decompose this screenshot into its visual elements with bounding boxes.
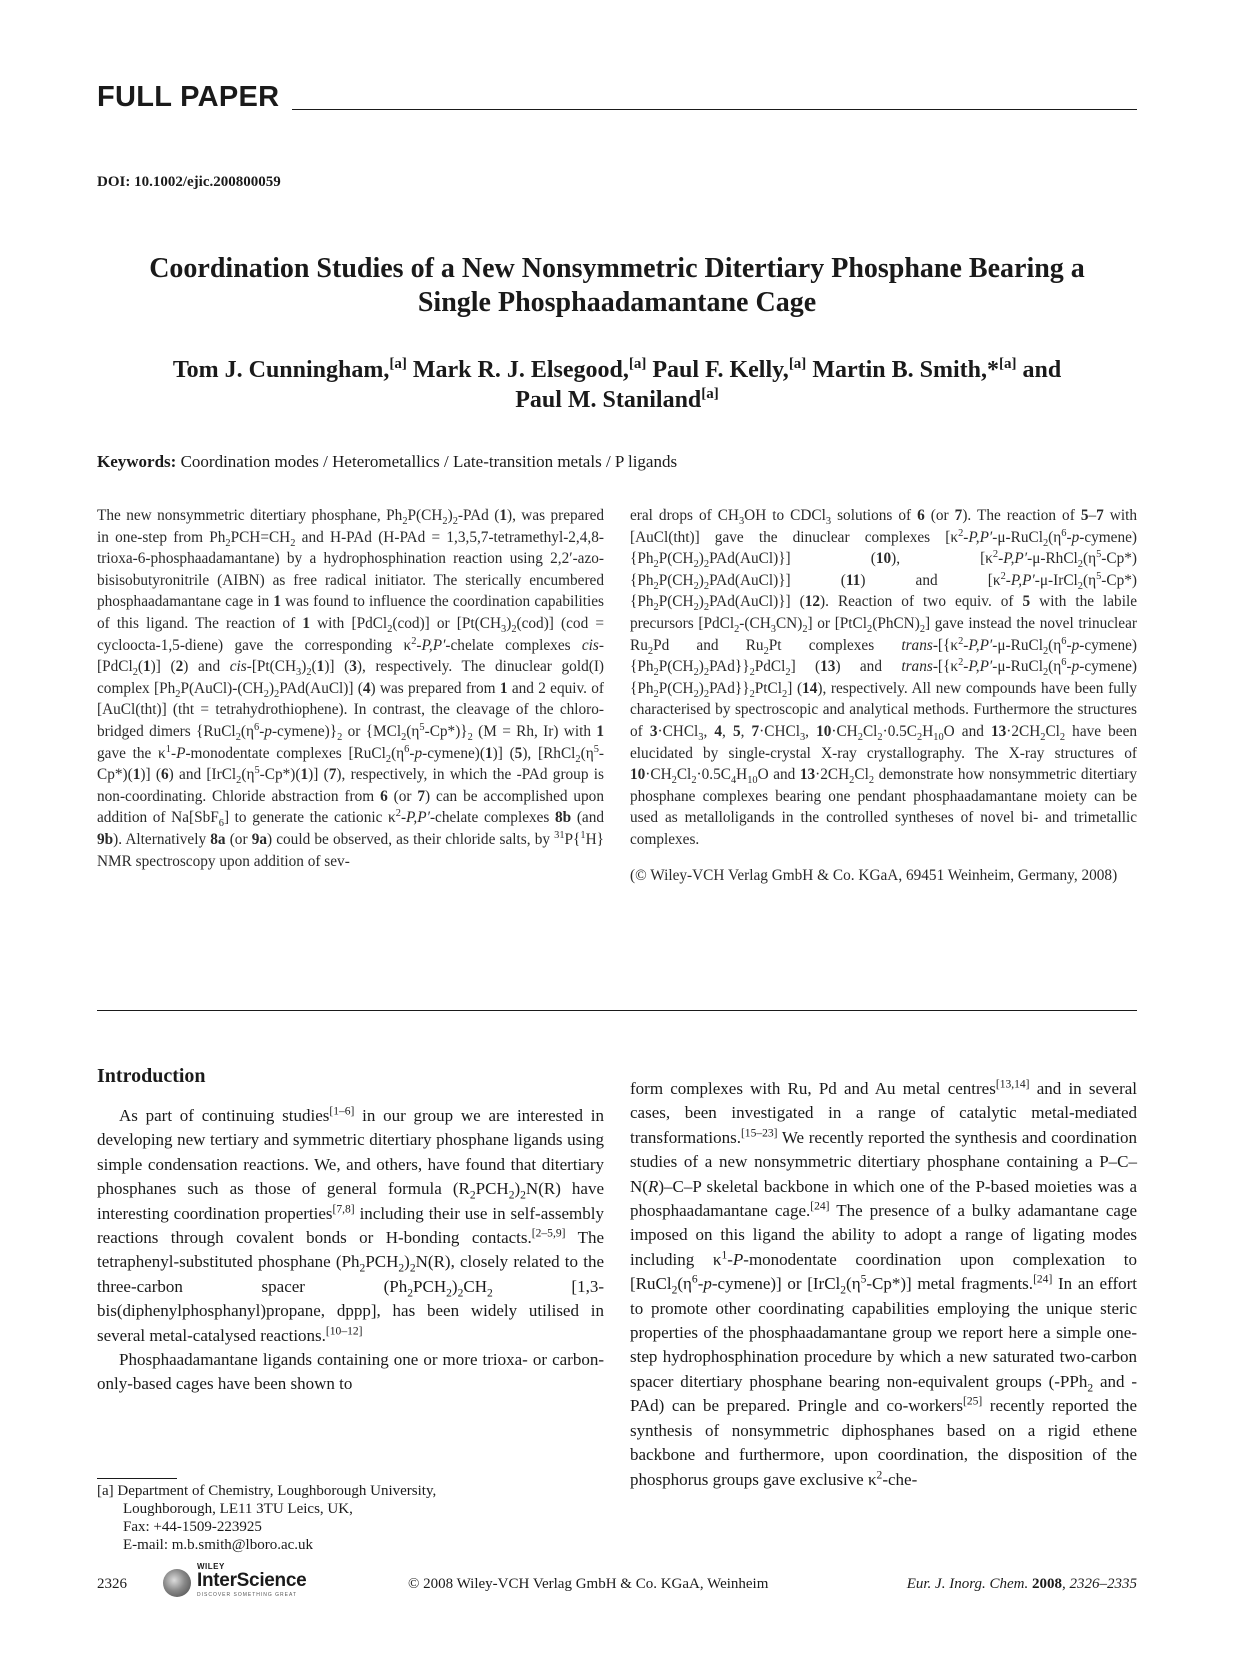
logo-wordmark: InterScience [197,1570,307,1591]
footnote-rule [97,1478,177,1479]
affil-mark: [a] [998,356,1017,372]
abstract-text: eral drops of $CH_3OH$ to CDCl$_3$ solutions of 6 (or 7). The reaction of 5–7 with [AuCl(tht)] gave the dinuclear complexes $[\kappa^2-P,P'-\mu-RuCl_2(\eta^6-p-cymene)\{Ph_2P(CH_2)_2PAd(AuCl)\}]$ (10), $[\kappa^2-P,P'-\mu-RhCl_2(\eta^5-Cp*)\{Ph_2P(CH_2)_2PAd(AuCl)\}]$ (11) and $[\kappa^2-P,P'-\mu-IrCl_2(\eta^5-Cp*)\{Ph_2P(CH_2)_2PAd(AuCl)\}]$ (12). Reaction of two equiv. of 5 with the labile precursors $[PdCl_2-(CH_3CN)_2]$ or $[PtCl_2(PhCN)_2]$ gave instead the novel trinuclear $Ru_2Pd$ and $Ru_2Pt$ complexes trans-$[\{\kappa^2-P,P'-\mu-RuCl_2(\eta^6-p-cymene)\{Ph_2P(CH_2)_2PAd\}\}_2PdCl_2]$ (13) and trans-$[\{\kappa^2-P,P'-\mu-RuCl_2(\eta^6-p-cymene)\{Ph_2P(CH_2)_2PAd\}\}_2PtCl_2]$ (14), respectively. All new compounds have been fully characterised by spectroscopic and analytical methods. Furthermore the structures of 3·CHCl$_3$, 4, 5, 7·CHCl$_3$, $10\cdot CH_2Cl_2\cdot 0.5C_2H_{10}O$ and $13\cdot 2CH_2Cl_2$ have been elucidated by single-crystal X-ray crystallography. The X-ray structures of $10\cdot CH_2Cl_2\cdot 0.5C_4H_{10}O$ and $13\cdot 2CH_2Cl_2$ demonstrate how nonsymmetric ditertiary phosphane complexes bearing one pendant phosphaadamantane moiety can be used as metalloligands in the controlled syntheses of novel bi- and trimetallic complexes. [630,507,1138,848]
keywords [97,452,1137,472]
keywords-text: Coordination modes / Heterometallics / Late-transition metals / P ligands [180,452,678,471]
affiliation-footnote [97,1482,604,1554]
author-4: Martin B. Smith,* [812,357,999,383]
abstract-column-right [630,505,1137,886]
logo-tagline: DISCOVER SOMETHING GREAT [197,1592,298,1598]
author-1: Tom J. Cunningham, [172,357,390,383]
intro-paragraph-2: Phosphaadamantane ligands containing one or more trioxa- or carbon-only-based cages have been shown to [97,1350,604,1394]
footer-copyright: © 2008 Wiley-VCH Verlag GmbH & Co. KGaA, Weinheim [408,1576,769,1592]
footnote-mark: [a] [97,1483,114,1499]
abstract-divider [97,1010,1137,1011]
author-3: Paul F. Kelly, [652,357,789,383]
intro-paragraph-1: As part of continuing studies[1–6] in our group we are interested in developing new tertiary and symmetric ditertiary phosphane ligands using simple condensation reactions. We, and others, have found that ditertiary phosphanes such as those of general formula $(R_2PCH_2)_2N(R)$ have interesting coordination properties[7,8] including their use in self-assembly reactions through covalent bonds or H-bonding contacts.[2–5,9] The tetraphenyl-substituted phosphane $(Ph_2PCH_2)_2N(R)$, closely related to the three-carbon spacer $(Ph_2PCH_2)_2CH_2$ [1,3-bis(diphenylphosphanyl)propane, dppp], has been widely utilised in several metal-catalysed reactions.[10–12] [97,1104,605,1345]
logo-wiley: WILEY [197,1562,225,1571]
affil-mark: [a] [701,386,719,402]
authors-line-1 [97,355,1137,385]
journal-year: 2008 [1032,1576,1062,1592]
footnote-line-3: Fax: +44-1509-223925 [123,1519,262,1535]
title-line-1: Coordination Studies of a New Nonsymmetric Ditertiary Phosphane Bearing a [149,253,1085,284]
title-line-2: Single Phosphaadamantane Cage [417,287,817,318]
author-list [97,355,1137,415]
abstract-copyright: (© Wiley-VCH Verlag GmbH & Co. KGaA, 69451 Weinheim, Germany, 2008) [630,866,1118,884]
page-number: 2326 [97,1576,127,1592]
keywords-label: Keywords: [97,452,177,471]
footnote-line-1: Department of Chemistry, Loughborough University, [117,1483,437,1499]
journal-pages: , 2326–2335 [1062,1576,1137,1592]
body-column-left [97,1104,604,1397]
affil-mark: [a] [389,356,407,372]
paper-title [97,252,1137,320]
author-5: Paul M. Staniland [515,387,702,413]
footnote-line-4: E-mail: m.b.smith@lboro.ac.uk [123,1537,314,1553]
authors-line-2 [97,385,1137,415]
interscience-orb-icon [163,1569,191,1597]
doi: DOI: 10.1002/ejic.200800059 [97,174,281,190]
author-conjunction: and [1022,357,1062,383]
journal-citation [907,1576,1137,1593]
intro-paragraph-2-cont: form complexes with Ru, Pd and Au metal centres[13,14] and in several cases, been investigated in a range of catalytic metal-mediated transformations.[15–23] We recently reported the synthesis and coordination studies of a new nonsymmetric ditertiary phosphane containing a P–C–N(R)–C–P skeletal backbone in which one of the P-based moieties was a phosphaadamantane cage.[24] The presence of a bulky adamantane cage imposed on this ligand the ability to adopt a range of ligating modes including $\kappa^1-P$-monodentate coordination upon complexation to $[RuCl_2(\eta^6-p-cymene)]$ or $[IrCl_2(\eta^5-Cp*)]$ metal fragments.[24] In an effort to promote other coordinating capabilities employing the unique steric properties of the phosphaadamantane group we report here a simple one-step hydrophosphination procedure by which a new saturated two-carbon spacer ditertiary phosphane bearing non-equivalent groups (-PPh$_2$ and -PAd) can be prepared. Pringle and co-workers[25] recently reported the synthesis of nonsymmetric diphosphanes based on a rigid ethene backbone and furthermore, upon coordination, the disposition of the phosphorus groups gave exclusive $\kappa^2-che-$ [630,1077,1138,1489]
banner-rule [292,109,1137,110]
body-column-right [630,1077,1137,1492]
abstract-column-left [97,505,604,872]
footnote-line-2: Loughborough, LE11 3TU Leics, UK, [123,1501,353,1517]
author-2: Mark R. J. Elsegood, [412,357,629,383]
banner-label: FULL PAPER [97,81,280,113]
affil-mark: [a] [628,356,647,372]
introduction-heading: Introduction [97,1065,206,1087]
abstract-text: The new nonsymmetric ditertiary phosphane, $Ph_2P(CH_2)_2$-PAd (1), was prepared in one-step from $Ph_2PCH=CH_2$ and H-PAd (H-PAd = 1,3,5,7-tetramethyl-2,4,8-trioxa-6-phosphaadamantane) by a hydrophosphination reaction using 2,2′-azo-bisisobutyronitrile (AIBN) as free radical initiator. The sterically encumbered phosphaadamantane cage in 1 was found to influence the coordination capabilities of this ligand. The reaction of 1 with [PdCl$_2$(cod)] or $[Pt(CH_3)_2(cod)] (cod$ = cycloocta-1,5-diene) gave the corresponding $\kappa^2-P,P'$-chelate complexes cis-[PdCl$_2$(1)] (2) and cis-$[Pt(CH_3)_2(1)]$ (3), respectively. The dinuclear gold(I) complex $[Ph_2P(AuCl)-(CH_2)_2PAd(AuCl)]$ (4) was prepared from 1 and 2 equiv. of [AuCl(tht)] (tht = tetrahydrothiophene). In contrast, the cleavage of the chloro-bridged dimers $\{RuCl_2(\eta^6-p-cymene)\}_2$ or $\{MCl_2(\eta^5-Cp*)\}_2$ (M = Rh, Ir) with 1 gave the $\kappa^1-P$-monodentate complexes $[RuCl_2(\eta^6-p-cymene)(1)]$ (5), $[RhCl_2(\eta^5-Cp*)(1)]$ (6) and $[IrCl_2(\eta^5-Cp*)(1)]$ (7), respectively, in which the -PAd group is non-coordinating. Chloride abstraction from 6 (or 7) can be accomplished upon addition of Na[SbF$_6$] to generate the cationic $\kappa^2-P,P'$-chelate complexes 8b (and 9b). Alternatively 8a (or 9a) could be observed, as their chloride salts, by $^{31}$P{$^1$H} NMR spectroscopy upon addition of sev- [97,507,605,870]
journal-name: Eur. J. Inorg. Chem. [906,1576,1029,1592]
interscience-logo [163,1561,333,1601]
section-banner [97,80,1137,116]
affil-mark: [a] [788,356,807,372]
